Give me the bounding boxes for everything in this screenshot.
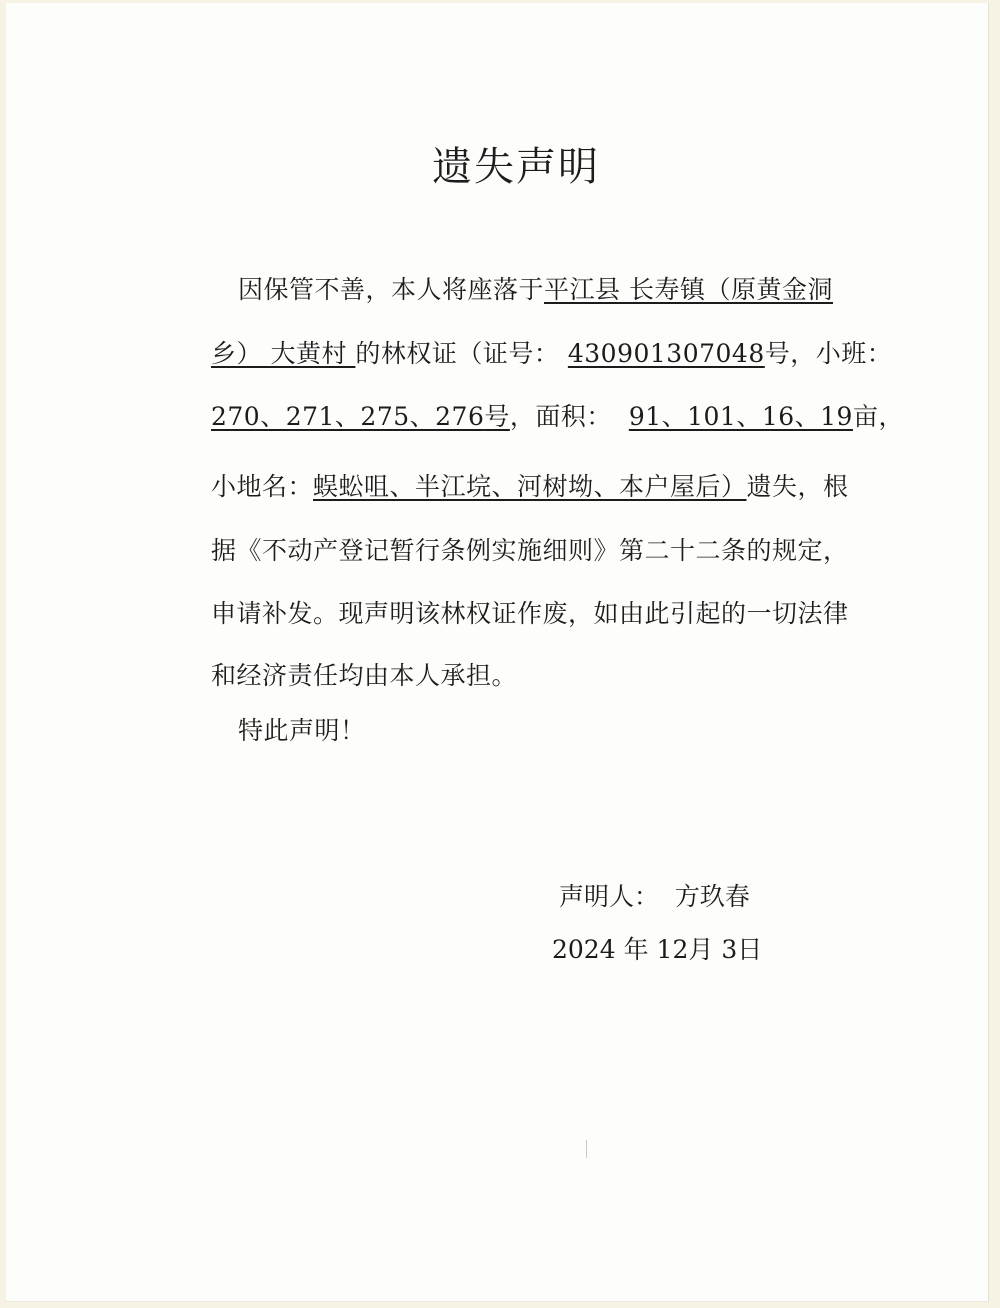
- body-text: 遗失，根: [746, 472, 849, 501]
- subcompartment-numbers: 270、271、275、276: [211, 402, 485, 431]
- village-text: 乡） 大黄村: [211, 339, 356, 368]
- date-day: 3: [721, 935, 738, 964]
- date-month-unit: 月: [688, 935, 714, 964]
- body-text: 号: [484, 402, 510, 431]
- scan-artifact: [586, 1140, 587, 1158]
- body-line-3: [211, 397, 904, 433]
- certificate-number: 430901307048: [567, 339, 765, 368]
- signature-block: [559, 877, 750, 913]
- body-text: 亩，: [852, 402, 904, 431]
- location-text: 平江县 长寿镇（原黄金洞: [544, 275, 833, 304]
- closing-statement: 特此声明！: [238, 716, 366, 745]
- document-title: 遗失声明: [432, 144, 600, 190]
- date-year: 2024: [552, 935, 616, 964]
- body-line-4: [211, 467, 849, 503]
- date-day-unit: 日: [737, 935, 763, 964]
- signature-label: 声明人：: [559, 882, 660, 911]
- place-names: 蜈蚣咀、半江垸、河树坳、本户屋后）: [313, 472, 747, 501]
- signer-name: 方玖春: [674, 882, 750, 911]
- body-text: 因保管不善，本人将座落于: [238, 275, 545, 304]
- date-line: [552, 930, 762, 966]
- body-line-2: [211, 334, 892, 370]
- body-line-5: 据《不动产登记暂行条例实施细则》第二十二条的规定，: [211, 536, 849, 565]
- area-values: 91、101、16、19: [628, 402, 853, 431]
- date-year-unit: 年: [623, 935, 649, 964]
- body-text: 号，小班：: [764, 339, 893, 368]
- document-sheet: [6, 3, 989, 1302]
- body-line-6: 申请补发。现声明该林权证作废，如由此引起的一切法律: [211, 599, 849, 628]
- body-text: 的林权证（证号：: [355, 339, 560, 368]
- body-line-1: [238, 270, 833, 306]
- body-text: 小地名：: [211, 472, 314, 501]
- date-month: 12: [656, 935, 689, 964]
- body-text: ，面积：: [509, 402, 612, 431]
- body-line-7: 和经济责任均由本人承担。: [211, 661, 518, 690]
